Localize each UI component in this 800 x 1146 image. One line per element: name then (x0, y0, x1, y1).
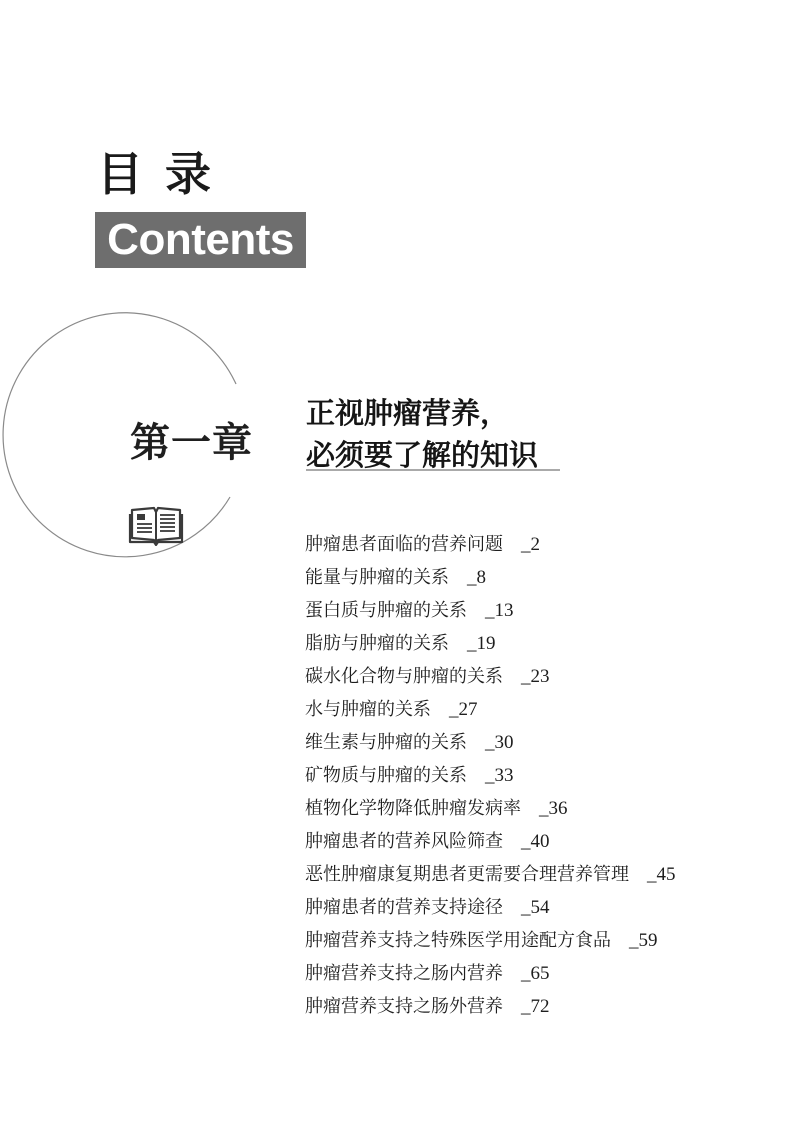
toc-item-title: 水与肿瘤的关系 (305, 699, 431, 720)
toc-item-title: 碳水化合物与肿瘤的关系 (305, 666, 503, 687)
toc-item-page: _65 (521, 963, 550, 984)
toc-item-page: _19 (467, 633, 496, 654)
toc-item-title: 肿瘤患者的营养风险筛查 (305, 831, 503, 852)
toc-item-page: _23 (521, 666, 550, 687)
toc-item[interactable] (305, 858, 676, 891)
toc-item-page: _59 (629, 930, 658, 951)
chapter-title-line2: 必须要了解的知识 (306, 438, 539, 472)
toc-item-title: 能量与肿瘤的关系 (305, 567, 449, 588)
toc-item[interactable] (305, 990, 676, 1023)
toc-item-title: 矿物质与肿瘤的关系 (305, 765, 467, 786)
contents-label: Contents (107, 215, 294, 264)
toc-item[interactable] (305, 891, 676, 924)
toc-item[interactable] (305, 726, 676, 759)
toc-item-page: _54 (521, 897, 550, 918)
toc-item[interactable] (305, 660, 676, 693)
toc-item-page: _45 (647, 864, 676, 885)
toc-item[interactable] (305, 627, 676, 660)
toc-item-page: _27 (449, 699, 478, 720)
open-book-icon (128, 504, 184, 546)
toc-item[interactable] (305, 594, 676, 627)
toc-item[interactable] (305, 924, 676, 957)
toc-item[interactable] (305, 957, 676, 990)
toc-item[interactable] (305, 825, 676, 858)
page-title: 目录 (97, 147, 233, 201)
toc-item-page: _2 (521, 534, 540, 555)
toc-list (305, 528, 676, 1023)
toc-item-page: _8 (467, 567, 486, 588)
toc-item[interactable] (305, 759, 676, 792)
toc-item-title: 脂肪与肿瘤的关系 (305, 633, 449, 654)
toc-item[interactable] (305, 792, 676, 825)
toc-item[interactable] (305, 528, 676, 561)
toc-item-title: 肿瘤营养支持之肠外营养 (305, 996, 503, 1017)
chapter-title (306, 392, 538, 476)
toc-item-title: 肿瘤营养支持之特殊医学用途配方食品 (305, 930, 611, 951)
toc-item-title: 恶性肿瘤康复期患者更需要合理营养管理 (305, 864, 629, 885)
toc-item-title: 肿瘤营养支持之肠内营养 (305, 963, 503, 984)
toc-item[interactable] (305, 693, 676, 726)
toc-item-title: 蛋白质与肿瘤的关系 (305, 600, 467, 621)
chapter-title-line1: 正视肿瘤营养， (306, 396, 510, 430)
toc-item-page: _72 (521, 996, 550, 1017)
toc-item-title: 维生素与肿瘤的关系 (305, 732, 467, 753)
toc-item-page: _36 (539, 798, 568, 819)
toc-item-page: _30 (485, 732, 514, 753)
toc-item-page: _40 (521, 831, 550, 852)
toc-item-title: 肿瘤患者面临的营养问题 (305, 534, 503, 555)
toc-item-page: _33 (485, 765, 514, 786)
toc-item-title: 肿瘤患者的营养支持途径 (305, 897, 503, 918)
chapter-number: 第一章 (130, 419, 253, 466)
toc-item-page: _13 (485, 600, 514, 621)
toc-item-title: 植物化学物降低肿瘤发病率 (305, 798, 521, 819)
toc-item[interactable] (305, 561, 676, 594)
